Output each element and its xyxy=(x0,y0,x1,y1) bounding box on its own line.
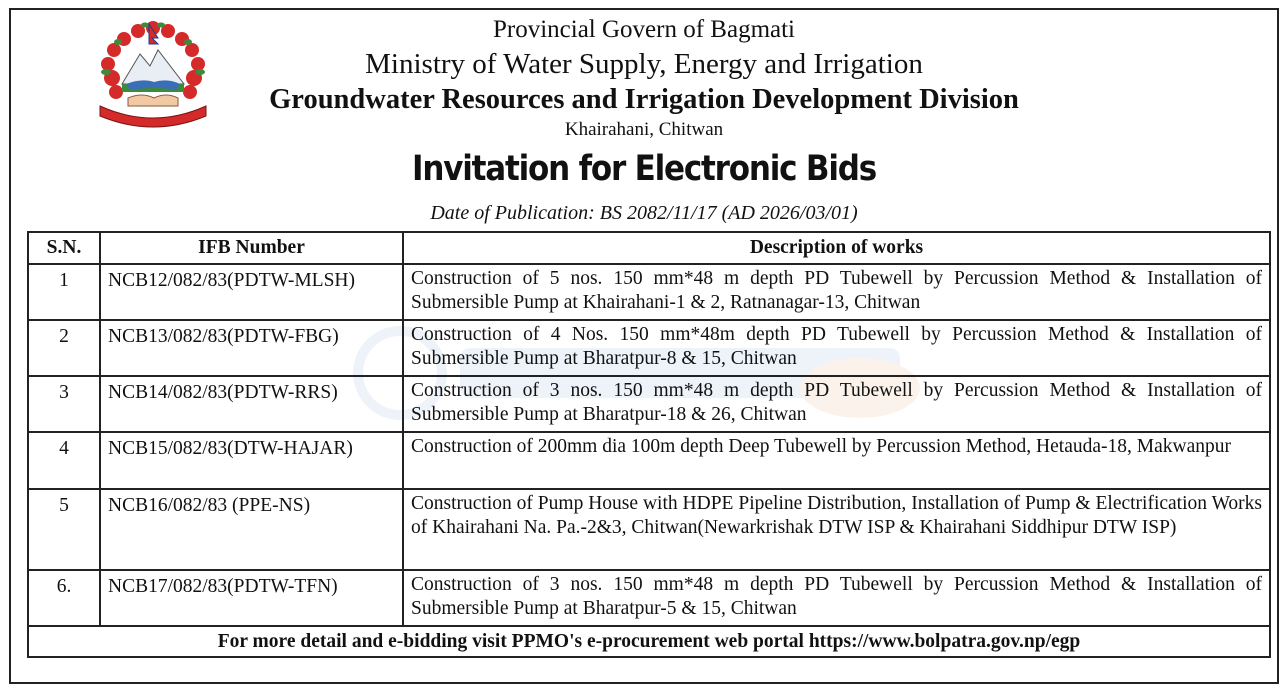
notice-title: Invitation for Electronic Bids xyxy=(411,148,876,190)
row-ifb-number: NCB17/082/83(PDTW-TFN) xyxy=(100,570,403,626)
row-ifb-number: NCB13/082/83(PDTW-FBG) xyxy=(100,320,403,376)
row-sn: 3 xyxy=(28,376,100,432)
row-sn: 2 xyxy=(28,320,100,376)
division-name: Groundwater Resources and Irrigation Development Division xyxy=(269,84,1019,115)
table-row xyxy=(28,264,1270,320)
row-ifb-number: NCB14/082/83(PDTW-RRS) xyxy=(100,376,403,432)
table-footer-row xyxy=(28,626,1270,657)
row-description: Construction of 3 nos. 150 mm*48 m depth PD Tubewell by Percussion Method & Installation of Submersible Pump at Bharatpur-5 & 15, Chitwan xyxy=(403,570,1270,626)
header-description: Description of works xyxy=(403,232,1270,264)
bids-table xyxy=(27,231,1271,658)
portal-link-text: For more detail and e-bidding visit PPMO's e-procurement web portal https://www.bolpatra.gov.np/egp xyxy=(28,626,1270,657)
row-ifb-number: NCB15/082/83(DTW-HAJAR) xyxy=(100,432,403,489)
publication-date: Date of Publication: BS 2082/11/17 (AD 2026/03/01) xyxy=(430,202,858,224)
row-sn: 6. xyxy=(28,570,100,626)
table-row xyxy=(28,432,1270,489)
table-row xyxy=(28,376,1270,432)
row-sn: 5 xyxy=(28,489,100,570)
row-description: Construction of 4 Nos. 150 mm*48m depth PD Tubewell by Percussion Method & Installation of Submersible Pump at Bharatpur-8 & 15, Chitwan xyxy=(403,320,1270,376)
row-description: Construction of 200mm dia 100m depth Deep Tubewell by Percussion Method, Hetauda-18, Makwanpur xyxy=(403,432,1270,489)
ministry-name: Ministry of Water Supply, Energy and Irrigation xyxy=(365,48,923,80)
row-ifb-number: NCB16/082/83 (PPE-NS) xyxy=(100,489,403,570)
row-sn: 4 xyxy=(28,432,100,489)
header-sn: S.N. xyxy=(28,232,100,264)
province-name: Provincial Govern of Bagmati xyxy=(492,16,795,43)
row-description: Construction of 5 nos. 150 mm*48 m depth PD Tubewell by Percussion Method & Installation of Submersible Pump at Khairahani-1 & 2, Ratnanagar-13, Chitwan xyxy=(403,264,1270,320)
header-ifb-number: IFB Number xyxy=(100,232,403,264)
table-row xyxy=(28,570,1270,626)
row-description: Construction of Pump House with HDPE Pipeline Distribution, Installation of Pump & Electrification Works of Khairahani Na. Pa.-2&3, Chitwan(Newarkrishak DTW ISP & Khairahani Siddhipur DTW ISP) xyxy=(403,489,1270,570)
table-header-row xyxy=(28,232,1270,264)
row-ifb-number: NCB12/082/83(PDTW-MLSH) xyxy=(100,264,403,320)
row-sn: 1 xyxy=(28,264,100,320)
table-row xyxy=(28,320,1270,376)
office-location: Khairahani, Chitwan xyxy=(564,119,724,140)
row-description: Construction of 3 nos. 150 mm*48 m depth PD Tubewell by Percussion Method & Installation of Submersible Pump at Bharatpur-18 & 26, Chitwan xyxy=(403,376,1270,432)
table-row xyxy=(28,489,1270,570)
